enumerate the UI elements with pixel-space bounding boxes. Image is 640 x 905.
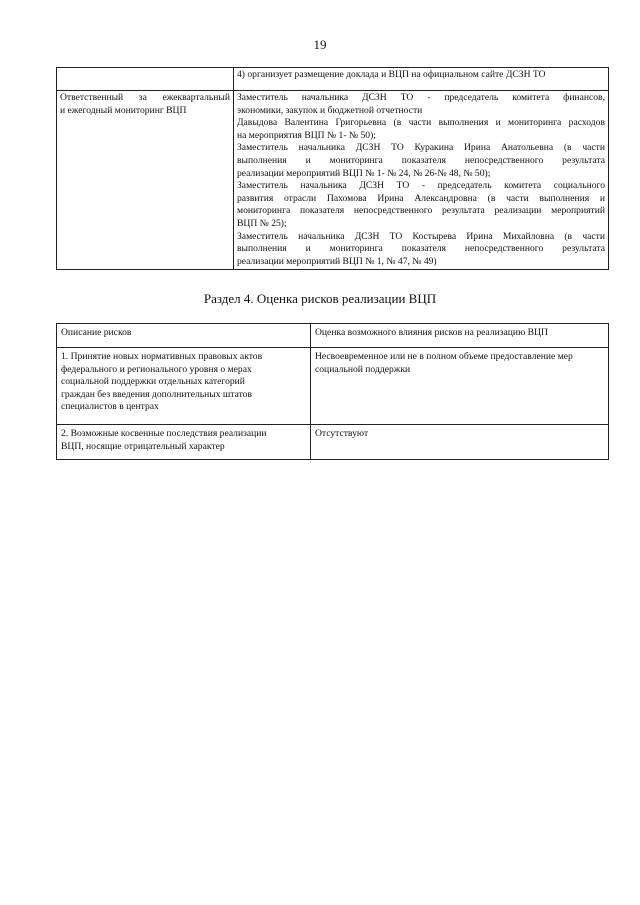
cell-line: и ежегодный мониторинг ВЦП: [60, 104, 187, 116]
cell-line: Ответственный за ежеквартальный: [60, 92, 230, 103]
column-header: Оценка возможного влияния рисков на реализацию ВЦП: [311, 324, 609, 348]
table-header-row: [57, 324, 609, 348]
risk-impact-cell: [311, 425, 609, 460]
page-number: 19: [313, 37, 327, 52]
cell-line: федерального и регионального уровня о мерах: [61, 363, 252, 375]
cell-line: реализации мероприятий ВЦП № 1, № 47, № 49): [237, 255, 437, 267]
cell-line: Отсутствуют: [315, 428, 369, 439]
cell-line: 1. Принятие новых нормативных правовых актов: [61, 351, 263, 362]
cell-line: граждан без введения дополнительных штатов: [61, 388, 252, 400]
cell-line: специалистов в центрах: [61, 401, 159, 413]
cell-line: Несвоевременное или не в полном объеме предоставление мер: [315, 351, 573, 362]
section-title: Раздел 4. Оценка рисков реализации ВЦП: [203, 291, 437, 306]
cell-line: развития отрасли Пахомова Ирина Александровна (в части выполнения и: [237, 192, 605, 204]
cell-line: Заместитель начальника ДСЗН ТО - председатель комитета социального: [237, 180, 605, 192]
column-header: Описание рисков: [57, 324, 311, 348]
cell-line: ВЦП, носящие отрицательный характер: [61, 440, 225, 452]
risk-description-cell: [57, 425, 311, 460]
cell-line: Заместитель начальника ДСЗН ТО - председатель комитета финансов,: [237, 92, 605, 103]
table-row: [57, 348, 609, 425]
table-cell: 4) организует размещение доклада и ВЦП на официальном сайте ДСЗН ТО: [234, 68, 609, 91]
table-row: [57, 68, 609, 91]
cell-line: выполнения и мониторинга показателя непосредственного результата: [237, 243, 605, 255]
risk-table: [56, 323, 609, 460]
table-row: [57, 91, 609, 270]
risk-description-cell: [57, 348, 311, 425]
cell-line: ВЦП № 25);: [237, 217, 287, 229]
cell-line: Заместитель начальника ДСЗН ТО Куракина Ирина Анатольевна (в части: [237, 142, 605, 154]
cell-line: Заместитель начальника ДСЗН ТО Костырева Ирина Михайловна (в части: [237, 230, 605, 242]
cell-line: мониторинга показателя непосредственного результата реализации мероприятий: [237, 205, 605, 217]
responsible-persons-cell: [234, 91, 609, 270]
cell-line: экономики, закупок и бюджетной отчетности: [237, 104, 423, 116]
cell-line: социальной поддержки: [315, 363, 411, 375]
cell-line: социальной поддержки отдельных категорий: [61, 376, 245, 388]
risk-impact-cell: [311, 348, 609, 425]
table-cell: [57, 68, 234, 91]
cell-line: Давыдова Валентина Григорьевна (в части выполнения и мониторинга расходов: [237, 117, 605, 129]
cell-line: реализации мероприятий ВЦП № 1- № 24, № 26-№ 48, № 50);: [237, 167, 491, 179]
responsible-label-cell: [57, 91, 234, 270]
table-row: [57, 425, 609, 460]
cell-line: выполнения и мониторинга показателя непосредственного результата: [237, 154, 605, 166]
cell-line: 2. Возможные косвенные последствия реализации: [61, 428, 267, 439]
responsibility-table: [56, 67, 609, 270]
cell-line: на мероприятия ВЦП № 1- № 50);: [237, 129, 376, 141]
